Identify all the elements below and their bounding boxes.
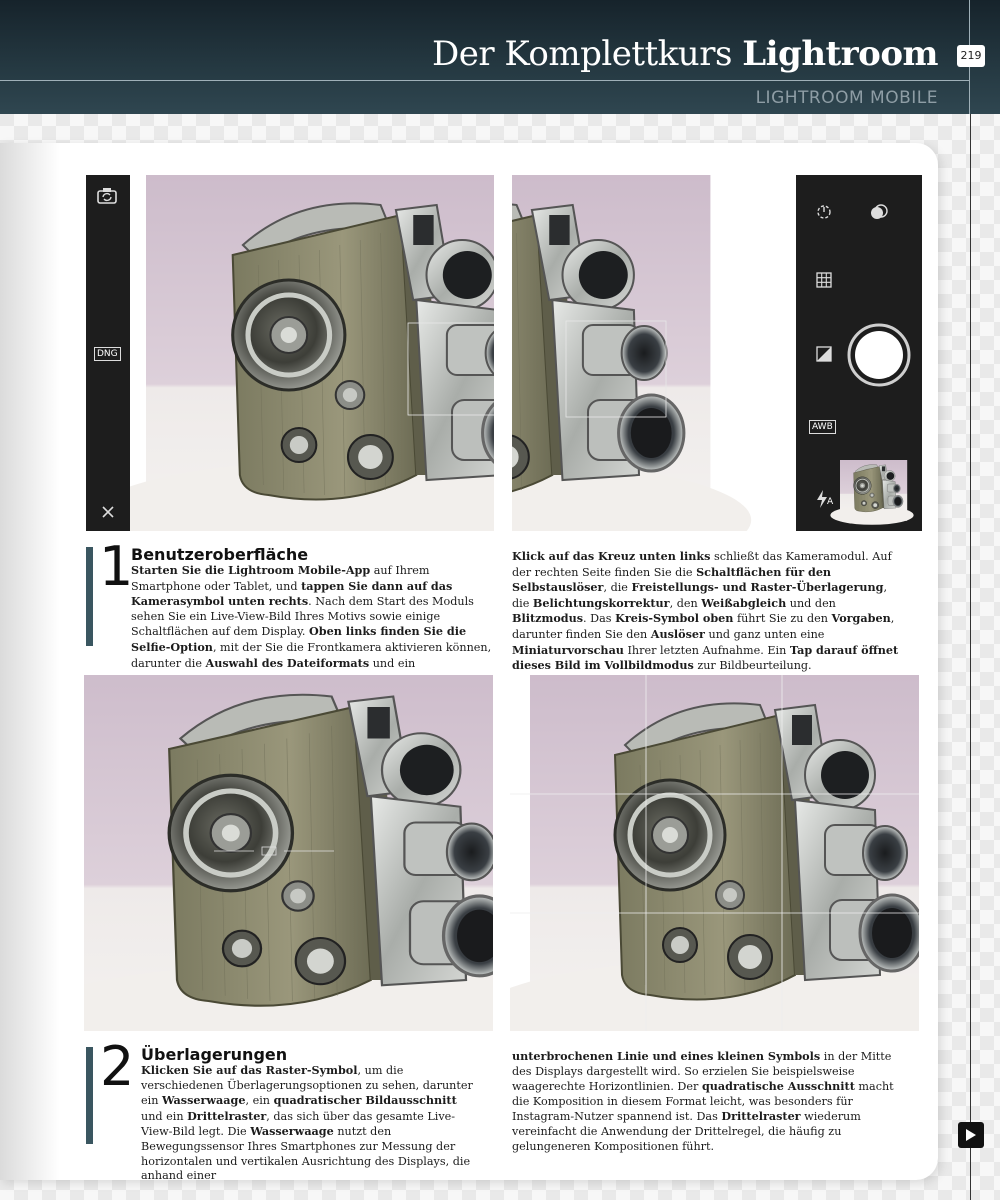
step-1-col1-run: , mit der Sie die Frontkamera aktivieren können, darunter die bbox=[131, 640, 492, 670]
step-2-col1-run: Drittelraster bbox=[187, 1108, 267, 1123]
screenshot-live-view-left-bar bbox=[86, 175, 494, 531]
overlay-circles-icon[interactable] bbox=[869, 203, 889, 221]
step-1-col2-run: Tap darauf öffnet dieses Bild im Vollbildmodus bbox=[512, 642, 899, 673]
camera-switch-icon[interactable] bbox=[96, 187, 118, 205]
step-1-col1-run: auf Ihrem Smartphone oder Tablet, und bbox=[131, 564, 430, 593]
step-1-col2-run: Schaltflächen für den Selbstauslöser bbox=[512, 564, 832, 595]
step-1-col2-run: Miniaturvorschau bbox=[512, 642, 624, 657]
step-1-col1-run: und ein bbox=[369, 656, 416, 670]
step-2-col1-run: Wasserwaage bbox=[250, 1124, 334, 1139]
step-1-col1-run: Oben links finden Sie die Selfie-Option bbox=[131, 624, 467, 654]
step-2-col1-run: Klicken Sie auf das Raster-Symbol bbox=[141, 1063, 358, 1077]
step-1-col2-run: schließt das Kameramodul. Auf der rechten Seite finden Sie die bbox=[512, 550, 892, 579]
step-1-col2-run: Klick auf das Kreuz unten links bbox=[512, 549, 711, 563]
step-1-col2-run: Auslöser bbox=[650, 626, 705, 641]
step-1-col2-run: , darunter finden Sie den bbox=[512, 612, 895, 641]
step-2-col1-run: , ein bbox=[245, 1094, 274, 1108]
step-2-col1-run: nutzt den Bewegungssensor Ihres Smartphones zur Messung der horizontalen und vertikalen Ausrichtung des Displays, die anhand einer bbox=[141, 1125, 471, 1183]
page-number-badge: 219 bbox=[957, 45, 985, 67]
book-title bbox=[432, 34, 938, 74]
photo-thirds-grid bbox=[510, 675, 919, 1031]
step-1-col2-run: Blitzmodus bbox=[512, 611, 584, 626]
step-1-col2-run: Ihrer letzten Aufnahme. Ein bbox=[623, 643, 790, 657]
step-2-col1-run: , das sich über das gesamte Live-View-Bild legt. Die bbox=[141, 1109, 456, 1139]
exposure-icon[interactable] bbox=[815, 345, 833, 363]
play-arrow-icon bbox=[965, 1128, 977, 1142]
step-2-accent-bar bbox=[86, 1047, 93, 1144]
step-2-col2-run: wiederum vereinfacht die Anwendung der Drittelregel, die häufig zu gelungeneren Kompositionen führt. bbox=[512, 1110, 861, 1153]
step-1-col1-run: . Nach dem Start des Moduls sehen Sie ein Live-View-Bild Ihres Motivs sowie einige Schaltflächen auf dem Display. bbox=[131, 595, 474, 639]
close-icon[interactable] bbox=[101, 505, 115, 519]
screenshot-live-view-right-bar bbox=[512, 175, 922, 531]
step-2-paragraph-col2 bbox=[512, 1049, 902, 1154]
step-2-col1-run: , um die verschiedenen Überlagerungsoptionen zu sehen, darunter ein bbox=[141, 1064, 473, 1108]
step-1-col2-run: zur Bildbeurteilung. bbox=[693, 659, 812, 673]
timer-icon[interactable] bbox=[814, 201, 834, 221]
step-2-col1-run: quadratischer Bildausschnitt bbox=[273, 1093, 457, 1108]
step-1-paragraph-col1 bbox=[131, 563, 495, 671]
step-1-col1-run: tappen Sie dann auf das Kamerasymbol unten rechts bbox=[131, 578, 453, 609]
next-page-button[interactable] bbox=[958, 1122, 984, 1148]
step-2-col2-run: macht die Komposition in diesem Format leicht, was besonders für Instagram-Nutzer spannend ist. Das bbox=[512, 1080, 894, 1124]
step-1-col1-run: Auswahl des Dateiformats bbox=[205, 655, 370, 670]
step-1-col2-run: . Das bbox=[583, 612, 616, 626]
step-1-col2-run: und ganz unten eine bbox=[704, 627, 825, 641]
step-2-title: Überlagerungen bbox=[141, 1045, 288, 1064]
step-2-col2-run: in der Mitte des Displays dargestellt wird. So erzielen Sie beispielsweise waagerechte Horizontlinien. Der bbox=[512, 1050, 892, 1094]
step-1-col2-run: , den bbox=[669, 596, 702, 610]
step-2-col1-run: Wasserwaage bbox=[161, 1093, 246, 1108]
photo-level-overlay bbox=[84, 675, 493, 1031]
white-balance-button[interactable]: AWB bbox=[809, 420, 836, 434]
step-1-col1-run: Starten Sie die Lightroom Mobile-App bbox=[131, 563, 371, 577]
step-1-col2-run: Kreis-Symbol oben bbox=[615, 611, 734, 626]
step-1-col2-run: Weißabgleich bbox=[701, 595, 787, 610]
step-1-col2-run: und den bbox=[786, 596, 836, 610]
step-1-paragraph-col2 bbox=[512, 549, 902, 674]
step-1-accent-bar bbox=[86, 547, 93, 646]
step-1-col2-run: , die bbox=[603, 581, 632, 595]
step-1-col2-run: Vorgaben bbox=[831, 611, 891, 626]
page-edge-line bbox=[970, 114, 971, 1200]
flash-auto-label: A bbox=[827, 497, 834, 507]
step-1-col2-run: Freistellungs- und Raster-Überlagerung bbox=[631, 580, 884, 595]
step-2-col1-run: und ein bbox=[141, 1109, 188, 1123]
step-2-col2-run: unterbrochenen Linie und eines kleinen Symbols bbox=[512, 1049, 821, 1063]
shutter-button[interactable] bbox=[849, 325, 911, 387]
page-gutter-shadow bbox=[0, 143, 60, 1180]
step-1-col2-run: führt Sie zu den bbox=[733, 612, 832, 626]
grid-icon[interactable] bbox=[815, 271, 833, 289]
page-header bbox=[0, 0, 1000, 114]
step-2-col2-run: Drittelraster bbox=[721, 1109, 801, 1124]
step-2-number: 2 bbox=[100, 1035, 135, 1098]
header-rule bbox=[0, 80, 970, 81]
step-1-title: Benutzeroberfläche bbox=[131, 545, 309, 564]
dng-format-button[interactable]: DNG bbox=[94, 347, 121, 361]
step-1-col2-run: , die bbox=[512, 581, 887, 610]
step-2-paragraph-col1 bbox=[141, 1063, 481, 1184]
last-photo-thumbnail[interactable] bbox=[853, 468, 907, 518]
step-1-col2-run: Belichtungskorrektur bbox=[532, 595, 670, 610]
book-title-bold: Lightroom bbox=[742, 34, 938, 74]
book-title-regular: Der Komplettkurs bbox=[431, 34, 732, 74]
step-1-number: 1 bbox=[99, 535, 134, 598]
step-2-col2-run: quadratische Ausschnitt bbox=[701, 1079, 855, 1094]
chapter-subtitle: LIGHTROOM MOBILE bbox=[755, 88, 938, 108]
